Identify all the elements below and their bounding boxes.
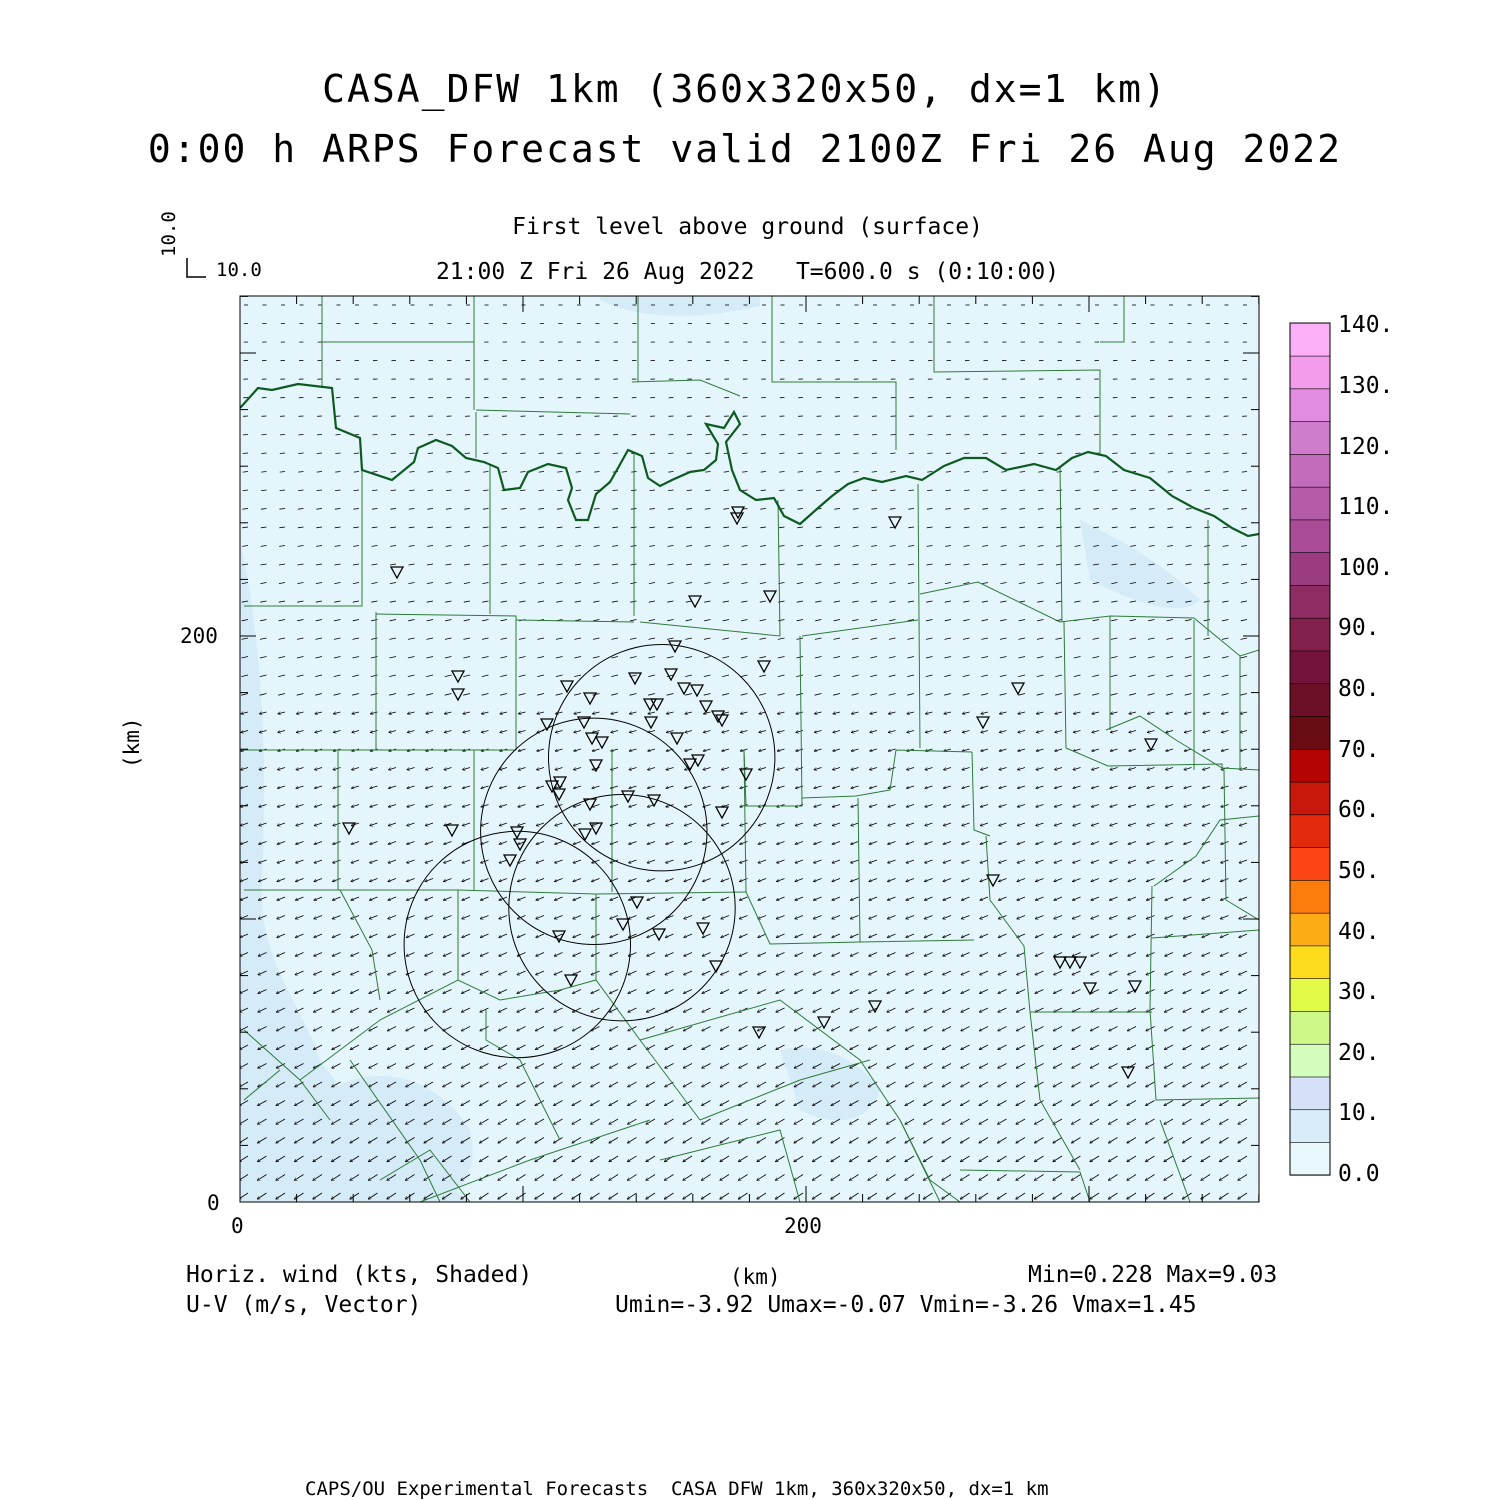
colorbar-label: 50. xyxy=(1338,858,1380,884)
wind-vector xyxy=(557,453,562,454)
reference-vector-u-label: 10.0 xyxy=(216,259,262,281)
wind-vector xyxy=(520,453,525,454)
colorbar-segment xyxy=(1290,1109,1330,1142)
wind-vector xyxy=(1205,453,1210,454)
colorbar-segment xyxy=(1290,552,1330,585)
wind-vector xyxy=(1038,453,1043,454)
wind-vector xyxy=(1131,453,1136,454)
wind-vector xyxy=(779,453,784,454)
colorbar-segment xyxy=(1290,356,1330,389)
colorbar-label: 120. xyxy=(1338,434,1394,460)
colorbar-label: 20. xyxy=(1338,1040,1380,1066)
colorbar-segment xyxy=(1290,520,1330,553)
time-subtitle: 21:00 Z Fri 26 Aug 2022 T=600.0 s (0:10:00) xyxy=(435,259,1060,285)
colorbar-segment xyxy=(1290,716,1330,749)
colorbar xyxy=(1290,323,1330,1175)
wind-vector xyxy=(483,453,488,454)
vector-name: U-V (m/s, Vector) xyxy=(186,1292,422,1318)
wind-vector xyxy=(964,453,969,454)
colorbar-segment xyxy=(1290,1044,1330,1077)
wind-vector xyxy=(687,453,692,454)
wind-vector xyxy=(872,453,877,454)
level-subtitle: First level above ground (surface) xyxy=(512,214,983,240)
wind-vector xyxy=(594,453,599,454)
map-background xyxy=(240,296,1259,1202)
wind-vector xyxy=(1223,453,1228,454)
forecast-title: 0:00 h ARPS Forecast valid 2100Z Fri 26 Aug 2022 xyxy=(147,127,1343,171)
wind-vector xyxy=(1112,453,1117,454)
colorbar-label: 0.0 xyxy=(1338,1161,1380,1187)
colorbar-label: 80. xyxy=(1338,676,1380,702)
wind-vector xyxy=(1186,453,1191,454)
wind-vector xyxy=(576,453,581,454)
y-tick-label-0: 0 xyxy=(207,1191,220,1215)
footer-credit: CAPS/OU Experimental Forecasts CASA DFW 1km, 360x320x50, dx=1 km xyxy=(305,1478,1049,1500)
colorbar-label: 70. xyxy=(1338,737,1380,763)
colorbar-segment xyxy=(1290,585,1330,618)
min-max-values: Min=0.228 Max=9.03 xyxy=(1028,1262,1278,1288)
colorbar-segment xyxy=(1290,1142,1330,1175)
x-tick-label-200: 200 xyxy=(784,1214,822,1238)
main-title: CASA_DFW 1km (360x320x50, dx=1 km) xyxy=(322,67,1168,111)
wind-vector xyxy=(705,453,710,454)
wind-vector xyxy=(1168,453,1173,454)
wind-vector xyxy=(1057,453,1062,454)
colorbar-segment xyxy=(1290,651,1330,684)
wind-vector xyxy=(613,453,618,454)
colorbar-label: 40. xyxy=(1338,919,1380,945)
wind-vector xyxy=(1149,453,1154,454)
wind-vector xyxy=(502,453,507,454)
colorbar-label: 100. xyxy=(1338,555,1394,581)
wind-vector xyxy=(835,453,840,454)
wind-vector xyxy=(1242,453,1247,454)
wind-vector xyxy=(816,453,821,454)
x-axis-label: (km) xyxy=(730,1265,781,1289)
colorbar-segment xyxy=(1290,421,1330,454)
colorbar-segment xyxy=(1290,487,1330,520)
wind-vector xyxy=(446,453,451,454)
colorbar-label: 60. xyxy=(1338,797,1380,823)
field-name: Horiz. wind (kts, Shaded) xyxy=(186,1262,533,1288)
wind-vector xyxy=(1001,453,1006,454)
reference-vector-v-label: 10.0 xyxy=(158,211,180,257)
colorbar-segment xyxy=(1290,1077,1330,1110)
wind-vector xyxy=(983,453,988,454)
wind-vector xyxy=(853,453,858,454)
wind-vector xyxy=(298,453,303,454)
wind-vector xyxy=(927,453,932,454)
wind-vector xyxy=(243,453,248,454)
wind-vector xyxy=(372,453,377,454)
colorbar-segment xyxy=(1290,323,1330,356)
wind-vector xyxy=(909,453,914,454)
colorbar-segment xyxy=(1290,978,1330,1011)
colorbar-label: 30. xyxy=(1338,979,1380,1005)
y-tick-label-200: 200 xyxy=(180,624,218,648)
colorbar-segment xyxy=(1290,815,1330,848)
x-tick-label-0: 0 xyxy=(231,1214,244,1238)
wind-vector xyxy=(465,453,470,454)
colorbar-label: 130. xyxy=(1338,373,1394,399)
wind-vector xyxy=(409,453,414,454)
colorbar-segment xyxy=(1290,946,1330,979)
wind-vector xyxy=(946,453,951,454)
wind-vector xyxy=(428,453,433,454)
colorbar-segment xyxy=(1290,913,1330,946)
wind-vector xyxy=(261,453,266,454)
wind-vector xyxy=(761,453,766,454)
wind-vector xyxy=(354,453,359,454)
wind-vector xyxy=(335,453,340,454)
wind-vector xyxy=(539,453,544,454)
colorbar-segment xyxy=(1290,782,1330,815)
y-axis-label: (km) xyxy=(120,717,144,768)
wind-vector xyxy=(1020,453,1025,454)
wind-vector xyxy=(280,453,285,454)
colorbar-label: 140. xyxy=(1338,312,1394,338)
colorbar-segment xyxy=(1290,454,1330,487)
wind-vector xyxy=(742,453,747,454)
colorbar-label: 10. xyxy=(1338,1100,1380,1126)
wind-vector xyxy=(668,453,673,454)
uv-range-values: Umin=-3.92 Umax=-0.07 Vmin=-3.26 Vmax=1.45 xyxy=(615,1292,1197,1318)
wind-vector xyxy=(317,453,322,454)
colorbar-segment xyxy=(1290,847,1330,880)
wind-vector xyxy=(890,453,895,454)
colorbar-segment xyxy=(1290,683,1330,716)
wind-vector xyxy=(650,453,655,454)
wind-vector xyxy=(391,453,396,454)
colorbar-segment xyxy=(1290,618,1330,651)
wind-vector xyxy=(1075,453,1080,454)
colorbar-segment xyxy=(1290,749,1330,782)
colorbar-label: 90. xyxy=(1338,615,1380,641)
colorbar-segment xyxy=(1290,1011,1330,1044)
colorbar-segment xyxy=(1290,389,1330,422)
colorbar-segment xyxy=(1290,880,1330,913)
colorbar-label: 110. xyxy=(1338,494,1394,520)
wind-vector xyxy=(798,453,803,454)
